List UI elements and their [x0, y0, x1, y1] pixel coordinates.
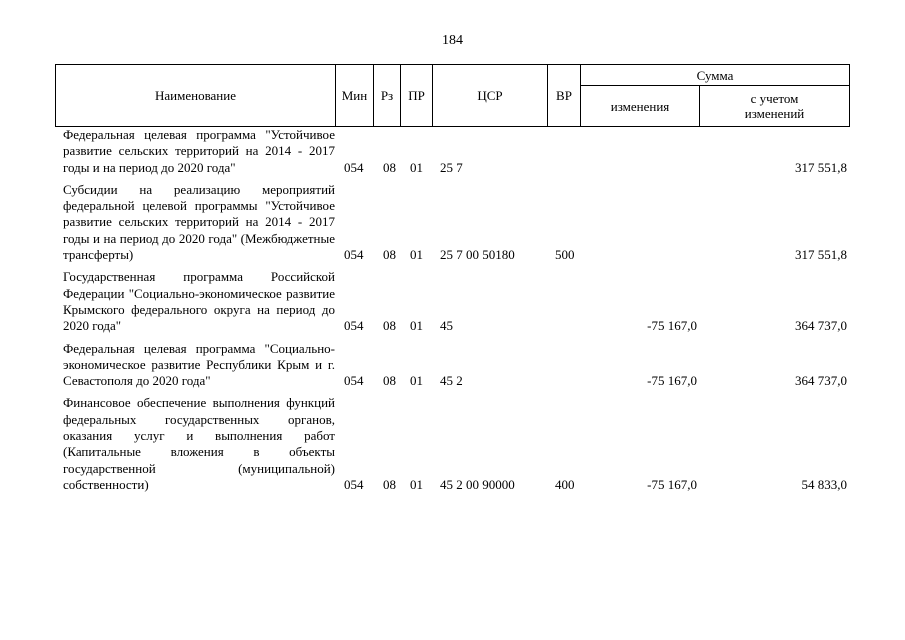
row-csr: 45 — [440, 318, 453, 334]
header-with-changes: с учетом изменений — [699, 85, 850, 127]
row-pr: 01 — [410, 476, 423, 492]
page-number: 184 — [442, 33, 463, 48]
row-min: 054 — [344, 373, 364, 389]
row-changes: -75 167,0 — [647, 373, 697, 389]
header-vr: ВР — [547, 64, 581, 127]
row-min: 054 — [344, 159, 364, 175]
header-min: Мин — [335, 64, 374, 127]
row-rz: 08 — [383, 318, 396, 334]
table-row — [55, 182, 850, 263]
row-total: 364 737,0 — [795, 318, 847, 334]
header-rz: Рз — [373, 64, 401, 127]
row-total: 317 551,8 — [795, 247, 847, 263]
row-name: Субсидии на реализацию мероприятий федеральной целевой программы "Устойчивое развитие сельских территорий на 2014 - 2017 годы и на период до 2020 года" (Межбюджетные трансферты) — [63, 181, 335, 263]
row-pr: 01 — [410, 318, 423, 334]
row-min: 054 — [344, 318, 364, 334]
row-rz: 08 — [383, 247, 396, 263]
row-min: 054 — [344, 247, 364, 263]
row-pr: 01 — [410, 373, 423, 389]
row-pr: 01 — [410, 247, 423, 263]
row-rz: 08 — [383, 159, 396, 175]
table-row — [55, 341, 850, 390]
header-changes: изменения — [580, 85, 700, 127]
row-csr: 45 2 — [440, 373, 463, 389]
table-row — [55, 127, 850, 176]
row-total: 364 737,0 — [795, 373, 847, 389]
row-rz: 08 — [383, 373, 396, 389]
table-row — [55, 395, 850, 493]
header-pr: ПР — [400, 64, 433, 127]
header-csr: ЦСР — [432, 64, 548, 127]
row-csr: 25 7 — [440, 159, 463, 175]
row-total: 54 833,0 — [801, 476, 847, 492]
row-name: Государственная программа Российской Федерации "Социально-экономическое развитие Крымского федерального округа на период до 2020 года" — [63, 269, 335, 334]
row-changes: -75 167,0 — [647, 318, 697, 334]
row-total: 317 551,8 — [795, 159, 847, 175]
row-changes: -75 167,0 — [647, 476, 697, 492]
table-header — [55, 64, 850, 127]
row-csr: 45 2 00 90000 — [440, 476, 515, 492]
row-name: Федеральная целевая программа "Социально-экономическое развитие Республики Крым и г. Севастополя до 2020 года" — [63, 340, 335, 389]
row-rz: 08 — [383, 476, 396, 492]
row-pr: 01 — [410, 159, 423, 175]
row-vr: 500 — [555, 247, 575, 263]
table-row — [55, 269, 850, 334]
header-sum: Сумма — [580, 64, 850, 86]
row-name: Финансовое обеспечение выполнения функций федеральных государственных органов, оказания услуг и выполнения работ (Капитальные вложения в объекты государственной (муниципальной) собственности) — [63, 395, 335, 492]
row-vr: 400 — [555, 476, 575, 492]
table-body — [55, 127, 850, 499]
header-name: Наименование — [55, 64, 336, 127]
row-min: 054 — [344, 476, 364, 492]
row-name: Федеральная целевая программа "Устойчивое развитие сельских территорий на 2014 - 2017 годы и на период до 2020 года" — [63, 127, 335, 175]
row-csr: 25 7 00 50180 — [440, 247, 515, 263]
